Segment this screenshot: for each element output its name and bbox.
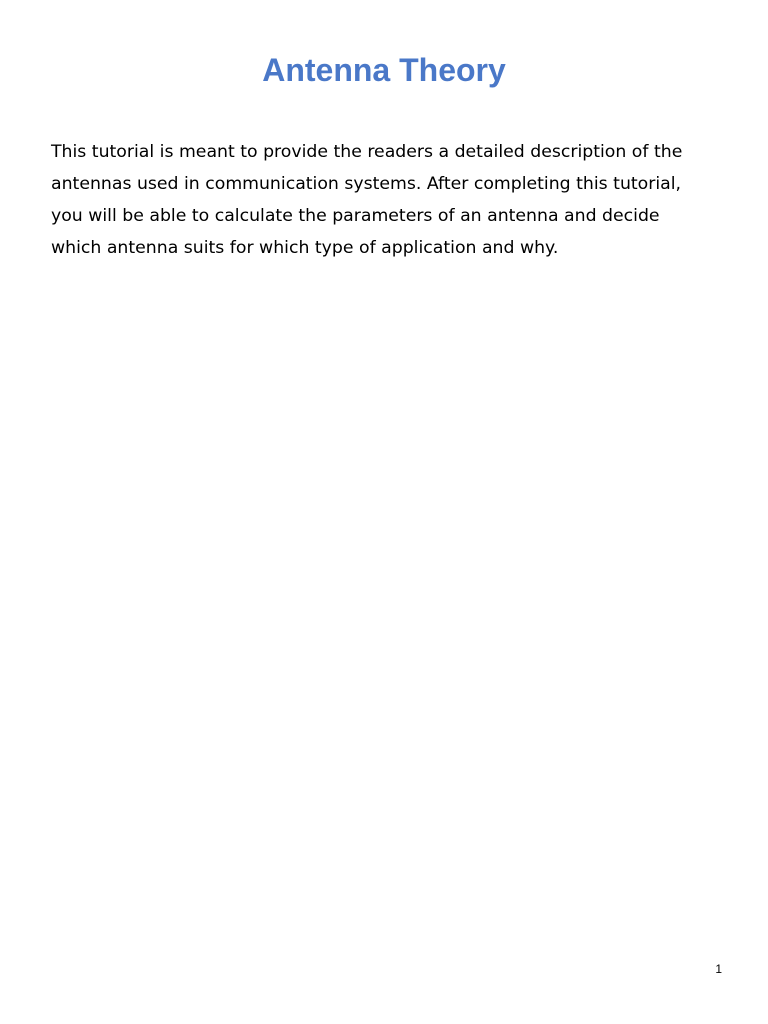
intro-line: you will be able to calculate the parameters of an antenna and decide [51, 206, 660, 226]
page-number: 1 [715, 962, 722, 976]
intro-paragraph [51, 136, 721, 264]
intro-line: This tutorial is meant to provide the readers a detailed description of the [51, 142, 683, 162]
document-title: Antenna Theory [262, 52, 506, 88]
intro-line: antennas used in communication systems. After completing this tutorial, [51, 174, 682, 194]
intro-line: which antenna suits for which type of application and why. [51, 238, 559, 258]
